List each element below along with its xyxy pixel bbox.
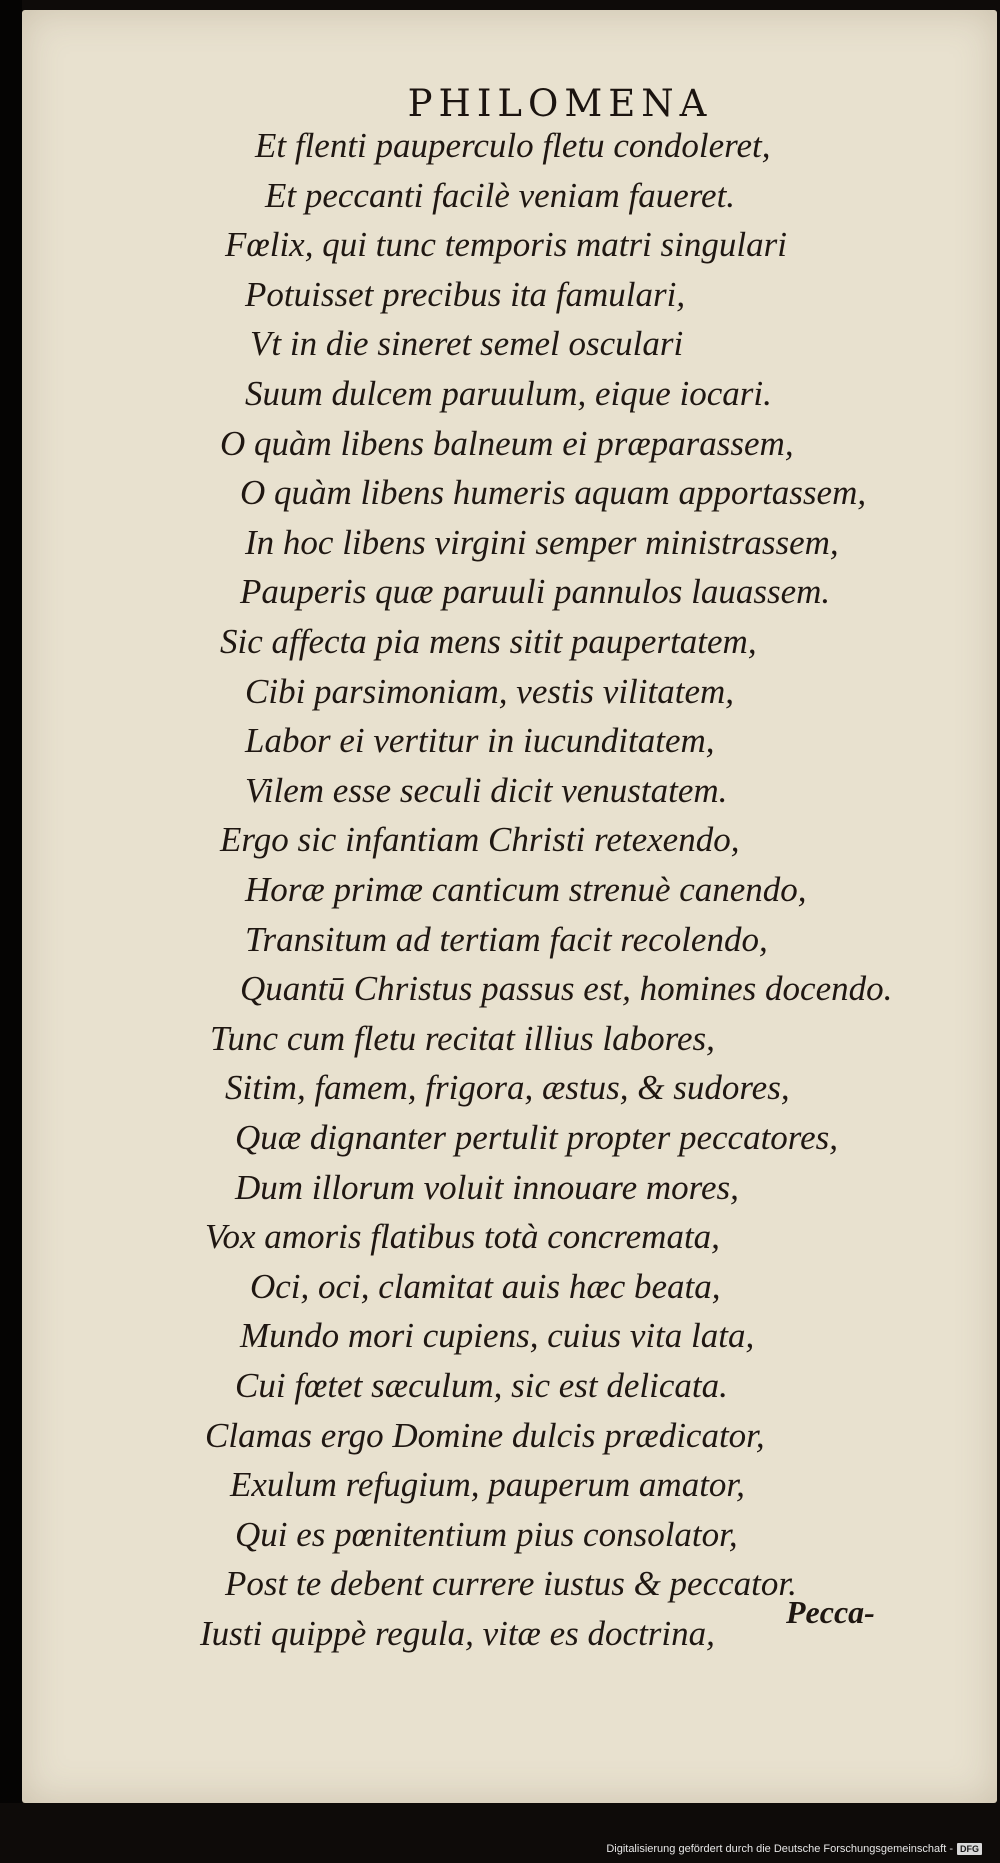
verse-line: Horæ primæ canticum strenuè canendo, <box>245 870 807 909</box>
verse-line: Clamas ergo Domine dulcis prædicator, <box>205 1416 765 1455</box>
verse-line: Mundo mori cupiens, cuius vita lata, <box>240 1316 755 1355</box>
verse-line: Vilem esse seculi dicit venustatem. <box>245 771 728 810</box>
footer-credit <box>606 1843 982 1855</box>
catchword: Pecca- <box>786 1594 875 1630</box>
verse-line: Vox amoris flatibus totà concremata, <box>205 1217 720 1256</box>
verse-line: O quàm libens balneum ei præparassem, <box>220 424 794 463</box>
dfg-logo-icon: DFG <box>957 1843 982 1855</box>
verse-line: Cibi parsimoniam, vestis vilitatem, <box>245 672 735 711</box>
verse-line: Quæ dignanter pertulit propter peccatores, <box>235 1118 839 1157</box>
verse-line: Sitim, famem, frigora, æstus, & sudores, <box>225 1068 790 1107</box>
verse-line: Sic affecta pia mens sitit paupertatem, <box>220 622 757 661</box>
verse-line: Exulum refugium, pauperum amator, <box>230 1465 745 1504</box>
verse-line: Fœlix, qui tunc temporis matri singulari <box>225 225 787 264</box>
page-title: PHILOMENA <box>407 82 713 125</box>
verse-line: Potuisset precibus ita famulari, <box>245 275 686 314</box>
scan-edge <box>0 0 22 1863</box>
verse-line: Cui fœtet sæculum, sic est delicata. <box>235 1366 728 1405</box>
verse-line: Ergo sic infantiam Christi retexendo, <box>220 820 740 859</box>
verse-line: Transitum ad tertiam facit recolendo, <box>245 920 768 959</box>
verse-line: Dum illorum voluit innouare mores, <box>235 1168 739 1207</box>
verse-line: Et peccanti facilè veniam faueret. <box>265 176 736 215</box>
verse-line: Post te debent currere iustus & peccator. <box>225 1564 797 1603</box>
verse-line: Iusti quippè regula, vitæ es doctrina, <box>200 1614 715 1653</box>
verse-line: In hoc libens virgini semper ministrassem, <box>245 523 839 562</box>
verse-line: O quàm libens humeris aquam apportassem, <box>240 473 867 512</box>
verse-line: Tunc cum fletu recitat illius labores, <box>210 1019 715 1058</box>
footer-credit-text: Digitalisierung gefördert durch die Deutsche Forschungsgemeinschaft - <box>606 1843 953 1855</box>
verse-line: Vt in die sineret semel osculari <box>250 324 684 363</box>
verse-line: Qui es pœnitentium pius consolator, <box>235 1515 738 1554</box>
verse-line: Quantū Christus passus est, homines docendo. <box>240 969 893 1008</box>
verse-line: Labor ei vertitur in iucunditatem, <box>245 721 715 760</box>
verse-line: Oci, oci, clamitat auis hæc beata, <box>250 1267 721 1306</box>
verse-line: Suum dulcem paruulum, eique iocari. <box>245 374 772 413</box>
verse-line: Pauperis quæ paruuli pannulos lauassem. <box>240 572 831 611</box>
verse-line: Et flenti pauperculo fletu condoleret, <box>255 126 771 165</box>
